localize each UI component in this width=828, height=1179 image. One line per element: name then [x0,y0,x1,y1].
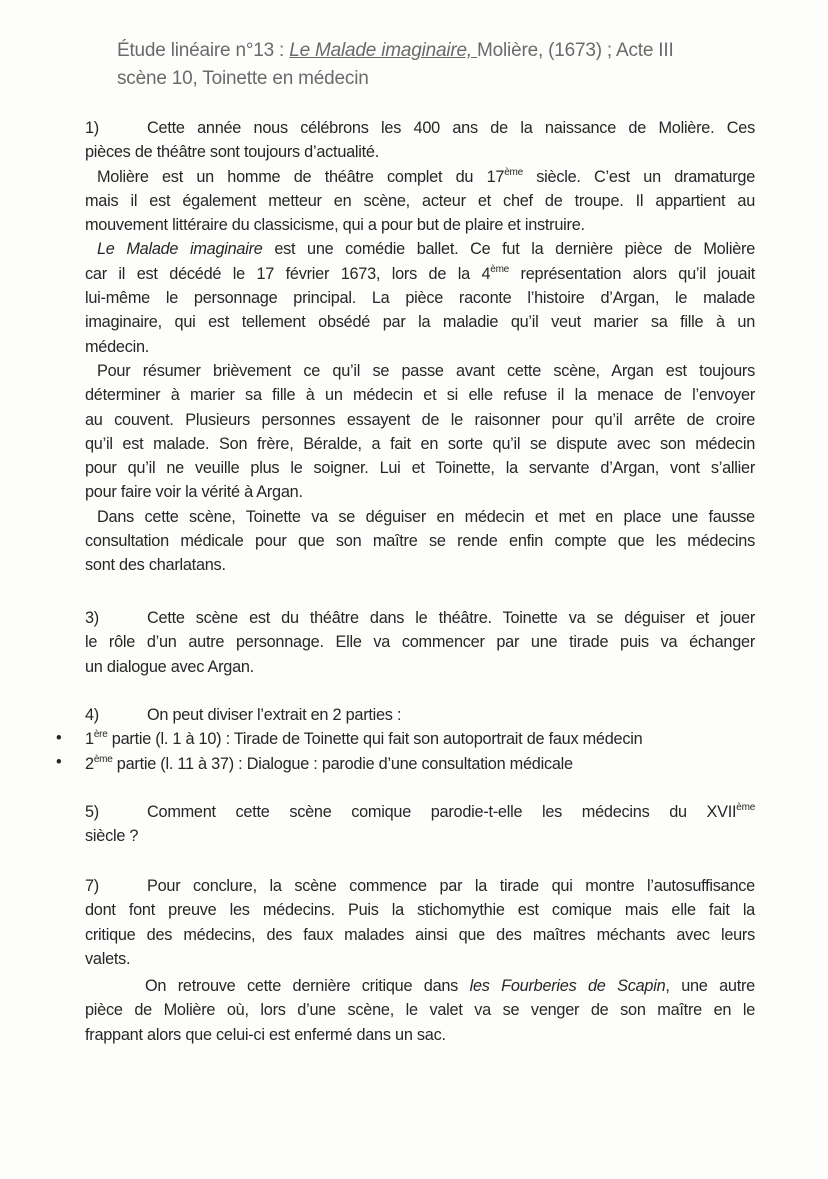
text-line: imaginaire, qui est tellement obsédé par la maladie qu’il veut marier sa fille à un [85,313,755,332]
title-line2: scène 10, Toinette en médecin [117,68,369,89]
text-line: le rôle d’un autre personnage. Elle va commencer par une tirade puis va échanger [85,633,755,652]
text-line: pour faire voir la vérité à Argan. [85,483,303,502]
section-number: 7) [85,877,99,895]
text-line: qu’il est malade. Son frère, Béralde, a fait en sorte qu’il se dispute avec son médecin [85,434,755,453]
section-number: 4) [85,706,99,724]
section-number: 3) [85,609,99,627]
bullet-icon: • [56,729,62,747]
section-3 [85,606,755,679]
text-line: mouvement littéraire du classicisme, qui a pour but de plaire et instruire. [85,216,585,235]
text-line: valets. [85,949,131,968]
bullet-item: 2ème partie (l. 11 à 37) : Dialogue : parodie d’une consultation médicale [85,753,573,773]
text-line: critique des médecins, des faux malades ainsi que des maîtres méchants avec leurs [85,925,755,944]
text-line: Dans cette scène, Toinette va se déguiser en médecin et met en place une fausse [97,507,755,526]
text-line: pièces de théâtre sont toujours d’actualité. [85,143,380,162]
text-line: sont des charlatans. [85,556,226,575]
text-line: mais il est également metteur en scène, acteur et chef de troupe. Il appartient au [85,191,755,210]
text-line: pour qu’il ne veuille plus le soigner. Lui et Toinette, la servante d’Argan, vont s’allier [85,459,755,478]
section-5 [85,800,755,849]
text-line: déterminer à marier sa fille à un médecin et si elle refuse il la menace de l’envoyer [85,386,755,405]
section-1 [85,116,755,578]
work-title: Le Malade imaginaire, [289,40,478,61]
section-7 [85,874,755,1047]
text-line: Cette scène est du théâtre dans le théâtre. Toinette va se déguiser et jouer [147,609,755,627]
text-line: Le Malade imaginaire est une comédie ballet. Ce fut la dernière pièce de Molière [97,240,755,259]
text-line: Pour conclure, la scène commence par la tirade qui montre l’autosuffisance [147,877,755,895]
text-line: Cette année nous célébrons les 400 ans de la naissance de Molière. Ces [147,119,755,137]
bullet-icon: • [56,753,62,771]
text-line: Pour résumer brièvement ce qu’il se passe avant cette scène, Argan est toujours [97,361,755,380]
text-line: médecin. [85,337,150,356]
text-line: Comment cette scène comique parodie-t-elle les médecins du XVII [147,803,737,821]
section-number: 5) [85,803,99,821]
title-prefix: Étude linéaire n°13 : [117,40,290,61]
section-4 [85,703,755,776]
superscript: ème [736,802,755,813]
document-title [117,37,797,93]
text-line: frappant alors que celui-ci est enfermé dans un sac. [85,1025,446,1044]
text-line: au couvent. Plusieurs personnes essayent de le raisonner pour qu’il arrête de croire [85,410,755,429]
text-line: un dialogue avec Argan. [85,657,254,676]
section-number: 1) [85,119,99,137]
text-line: Molière est un homme de théâtre complet du 17ème siècle. C’est un dramaturge [97,166,755,186]
text-line: On retrouve cette dernière critique dans les Fourberies de Scapin, une autre [145,977,755,996]
text-line: pièce de Molière où, lors d’une scène, le valet va se venger de son maître en le [85,1001,755,1020]
text-line: On peut diviser l’extrait en 2 parties : [147,706,402,724]
title-suffix: Molière, (1673) ; Acte III [477,40,674,61]
text-line: dont font preuve les médecins. Puis la stichomythie est comique mais elle fait la [85,901,755,920]
text-line: consultation médicale pour que son maître se rende enfin compte que les médecins [85,532,755,551]
bullet-item: 1ère partie (l. 1 à 10) : Tirade de Toinette qui fait son autoportrait de faux médecin [85,729,643,749]
text-line: lui-même le personnage principal. La pièce raconte l’histoire d’Argan, le malade [85,289,755,308]
text-line: siècle ? [85,827,139,846]
text-line: car il est décédé le 17 février 1673, lors de la 4ème représentation alors qu’il jouait [85,263,756,283]
